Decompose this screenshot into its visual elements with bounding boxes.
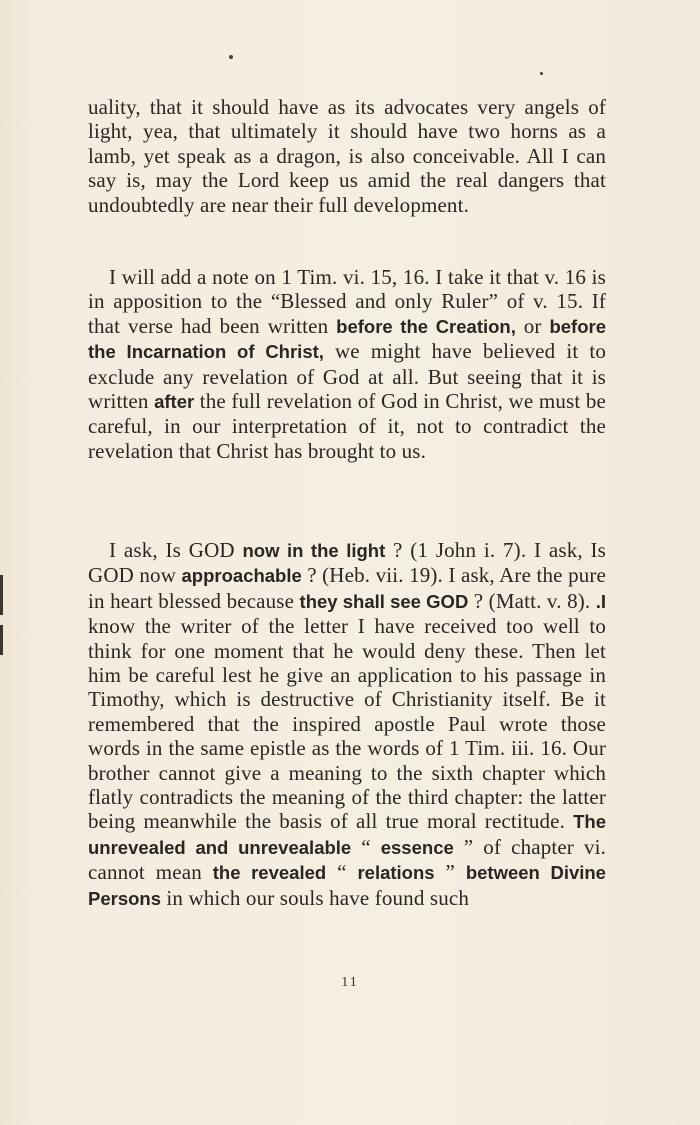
paragraph-continuation (88, 95, 606, 217)
text-run: ? (1 John i. 7). I ask, Is GOD now (88, 538, 606, 588)
bold-run: relations (357, 862, 435, 884)
text-run: “ (351, 834, 381, 859)
paragraph-i-ask (88, 538, 606, 911)
paragraph-text (88, 265, 606, 463)
binding-mark (0, 625, 3, 655)
text-run: I will add a note on 1 Tim. vi. 15, 16. I take it that v. 16 is in apposition to the “Blessed and only Ruler” of v. 15. If that verse had been written (88, 265, 606, 338)
ink-speck (540, 72, 543, 75)
bold-run: before the Incarnation of Christ, (88, 315, 606, 363)
bold-run: approachable (181, 565, 302, 587)
ink-speck (229, 55, 233, 59)
text-run: ? (Heb. vii. 19). I ask, Are the pure in heart blessed because (88, 563, 606, 613)
paragraph-tim-note (88, 265, 606, 463)
text-run: ? (Matt. v. 8). (468, 588, 596, 613)
bold-run: now in the light (242, 540, 386, 561)
paragraph-text: uality, that it should have as its advocates very angels of light, yea, that ultimately it should have two horns as a lamb, yet speak as a dragon, is also conceivable. All I can say is, may the Lord keep us amid the real dangers that undoubtedly are near their full development. (88, 95, 606, 217)
text-run: ” (434, 860, 466, 885)
binding-mark (0, 575, 3, 615)
text-run: I ask, Is GOD (109, 538, 243, 562)
text-run: ” of chapter vi. cannot mean (88, 834, 606, 885)
paragraph-text (88, 538, 606, 911)
text-run: in which our souls have found such (161, 885, 469, 910)
bold-run: between Divine Persons (88, 862, 606, 909)
text-run: the full revelation of God in Christ, we must be careful, in our interpretation of it, not to contradict the revelation that Christ has brought to us. (88, 389, 606, 463)
bold-run: they shall see GOD (299, 590, 469, 612)
text-run: know the writer of the letter I have received too well to think for one moment that he would deny these. Then let him be careful lest he give an application to his passage in Timothy, which is destructive of Christianity itself. Be it remembered that the inspired apostle Paul wrote those words in the same epistle as the words of 1 Tim. iii. 16. Our brother cannot give a meaning to the sixth chapter which flatly contradicts the meaning of the third chapter: the latter being meanwhile the basis of all true moral rectitude. (88, 614, 606, 834)
page-number: 11 (341, 975, 359, 990)
bold-run: after (154, 391, 195, 413)
bold-run: the revealed (212, 862, 327, 884)
bold-run: The unrevealed and unrevealable (88, 811, 606, 858)
text-run: “ (326, 860, 358, 885)
bold-run: essence (380, 836, 454, 858)
text-run: or (515, 313, 550, 338)
text-run: we might have believed it to exclude any revelation of God at all. But seeing that it is written (88, 339, 606, 414)
bold-run: before the Creation, (336, 315, 516, 337)
bold-run: .I (595, 590, 606, 612)
